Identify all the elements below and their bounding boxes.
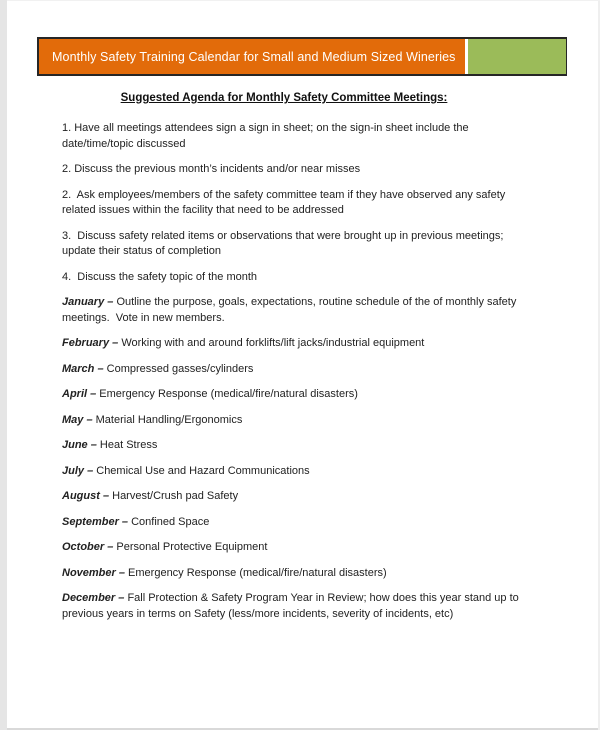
month-topic-text: Compressed gasses/cylinders — [106, 362, 254, 375]
month-topic-text: Fall Protection & Safety Program Year in Review; how does this year stand up to previous years in terms on Safety (less/more incidents, severity of incidents, etc) — [62, 592, 522, 620]
month-label: August – — [62, 490, 110, 502]
month-label: September – — [62, 515, 129, 528]
month-topic-text: Emergency Response (medical/fire/natural disasters) — [99, 388, 358, 400]
month-label: April – — [62, 388, 97, 400]
month-label: July – — [62, 464, 94, 477]
title-banner-green-cell — [468, 39, 566, 74]
agenda-item-text: 2. Ask employees/members of the safety committee team if they have observed any safety related issues within the facility that need to be addressed — [62, 188, 509, 216]
document-title: Monthly Safety Training Calendar for Small and Medium Sized Wineries — [52, 49, 456, 64]
agenda-item-text: 1. Have all meetings attendees sign a sign in sheet; on the sign-in sheet include the date/time/topic discussed — [62, 122, 472, 150]
agenda-item-text: 4. Discuss the safety topic of the month — [62, 270, 258, 283]
agenda-item-list — [62, 121, 522, 285]
monthly-topic-item — [62, 295, 522, 326]
month-topic-text: Outline the purpose, goals, expectations, routine schedule of the of monthly safety meetings. Vote in new members. — [62, 296, 520, 324]
agenda-item — [62, 270, 522, 286]
month-label: January – — [62, 296, 114, 308]
month-topic-text: Emergency Response (medical/fire/natural disasters) — [128, 566, 387, 579]
title-banner — [37, 37, 567, 76]
month-topic-text: Chemical Use and Hazard Communications — [96, 464, 310, 477]
agenda-item-text: 3. Discuss safety related items or observations that were brought up in previous meetings; update their status of completion — [62, 229, 507, 257]
month-topic-text: Heat Stress — [99, 439, 158, 451]
monthly-topic-item — [62, 464, 522, 480]
month-topic-text: Working with and around forklifts/lift jacks/industrial equipment — [121, 337, 425, 349]
agenda-item — [62, 188, 522, 219]
month-label: June – — [62, 439, 97, 451]
month-label: May – — [62, 413, 93, 426]
agenda-item — [62, 229, 522, 260]
monthly-topic-item — [62, 591, 522, 622]
monthly-topic-item — [62, 489, 522, 505]
month-label: October – — [62, 541, 114, 553]
monthly-topic-item — [62, 362, 522, 378]
month-label: November – — [62, 566, 125, 579]
title-banner-orange-cell — [39, 39, 468, 74]
agenda-heading: Suggested Agenda for Monthly Safety Committee Meetings: — [120, 92, 448, 104]
month-label: February – — [62, 337, 119, 349]
document-body — [0, 92, 600, 622]
agenda-item — [62, 162, 522, 178]
month-topic-text: Harvest/Crush pad Safety — [112, 490, 239, 502]
month-topic-text: Confined Space — [131, 515, 210, 528]
monthly-topic-item — [62, 438, 522, 454]
month-label: March – — [62, 362, 104, 375]
monthly-topic-list — [62, 295, 522, 622]
monthly-topic-item — [62, 566, 522, 582]
monthly-topic-item — [62, 336, 522, 352]
monthly-topic-item — [62, 540, 522, 556]
month-topic-text: Material Handling/Ergonomics — [95, 413, 243, 426]
monthly-topic-item — [62, 413, 522, 429]
month-topic-text: Personal Protective Equipment — [116, 541, 268, 553]
agenda-item — [62, 121, 522, 152]
month-label: December – — [62, 592, 125, 604]
monthly-topic-item — [62, 387, 522, 403]
agenda-item-text: 2. Discuss the previous month’s incidents and/or near misses — [62, 163, 361, 175]
monthly-topic-item — [62, 515, 522, 531]
